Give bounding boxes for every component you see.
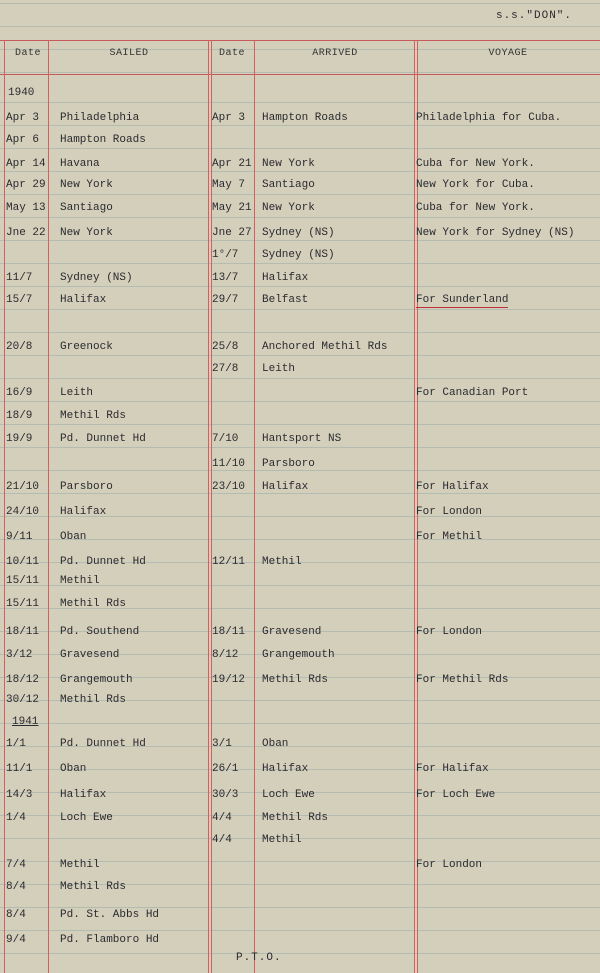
header-date-sailed: Date [14, 48, 41, 59]
margin-rule [4, 40, 5, 973]
arrived-place: Grangemouth [262, 649, 335, 661]
sailed-place: Methil Rds [60, 410, 127, 422]
voyage: New York for Cuba. [416, 179, 535, 191]
sailed-date: 11/1 [6, 763, 33, 775]
arrived-place: Hampton Roads [262, 112, 348, 124]
voyage: Philadelphia for Cuba. [416, 112, 562, 124]
sailed-date: 15/7 [6, 294, 33, 306]
header-sailed: SAILED [109, 48, 149, 59]
arrived-date: Jne 27 [212, 227, 252, 239]
sailed-place: Sydney (NS) [60, 272, 133, 284]
sailed-date: May 13 [6, 202, 46, 214]
sailed-date: Apr 3 [6, 112, 40, 124]
voyage: For London [416, 626, 483, 638]
arrived-date: 13/7 [212, 272, 239, 284]
sailed-date: 24/10 [6, 506, 40, 518]
sailed-date: Apr 14 [6, 158, 46, 170]
arrived-date: May 7 [212, 179, 246, 191]
arrived-place: Loch Ewe [262, 789, 315, 801]
arrived-place: Leith [262, 363, 296, 375]
sailed-place: Pd. Dunnet Hd [60, 433, 146, 445]
arrived-place: Sydney (NS) [262, 227, 335, 239]
arrived-place: Halifax [262, 481, 309, 493]
arrived-place: Gravesend [262, 626, 322, 638]
sailed-place: Oban [60, 531, 87, 543]
sailed-date: 8/4 [6, 881, 26, 893]
arrived-date: 8/12 [212, 649, 239, 661]
sailed-date: 19/9 [6, 433, 33, 445]
sailed-place: New York [60, 179, 113, 191]
arrived-date: 11/10 [212, 458, 246, 470]
sailed-place: Methil [60, 575, 100, 587]
arrived-place: Parsboro [262, 458, 315, 470]
sailed-date: 18/12 [6, 674, 40, 686]
sailed-date: 1/1 [6, 738, 26, 750]
page-turn-note: P.T.O. [236, 952, 282, 964]
sailed-date: 14/3 [6, 789, 33, 801]
sailed-place: Pd. Dunnet Hd [60, 738, 146, 750]
sailed-date: 3/12 [6, 649, 33, 661]
voyage: For Loch Ewe [416, 789, 496, 801]
arrived-place: Belfast [262, 294, 309, 306]
arrived-date: 19/12 [212, 674, 246, 686]
sailed-place: Methil Rds [60, 694, 127, 706]
voyage: For London [416, 506, 483, 518]
arrived-place: New York [262, 158, 315, 170]
voyage: For Methil Rds [416, 674, 509, 686]
sailed-date: 18/9 [6, 410, 33, 422]
sailed-date: 9/4 [6, 934, 26, 946]
header-arrived: ARRIVED [312, 48, 358, 59]
voyage: For London [416, 859, 483, 871]
sailed-date: 10/11 [6, 556, 40, 568]
header-bottom-rule [0, 74, 600, 75]
sailed-date: 9/11 [6, 531, 33, 543]
arrived-place: New York [262, 202, 315, 214]
sailed-date: 1/4 [6, 812, 26, 824]
sailed-place: Pd. Flamboro Hd [60, 934, 160, 946]
sailed-date: 18/11 [6, 626, 40, 638]
arrived-date: 4/4 [212, 834, 232, 846]
sailed-place: Methil Rds [60, 598, 127, 610]
sailed-place: Leith [60, 387, 94, 399]
arrived-date: 1°/7 [212, 249, 239, 261]
arrived-date: Apr 21 [212, 158, 252, 170]
arrived-date: May 21 [212, 202, 252, 214]
sailed-date: 21/10 [6, 481, 40, 493]
sailed-date: 16/9 [6, 387, 33, 399]
arrived-date: 12/11 [212, 556, 246, 568]
arrived-place: Halifax [262, 272, 309, 284]
header-top-rule [0, 40, 600, 41]
sailed-place: Philadelphia [60, 112, 140, 124]
sailed-date: 7/4 [6, 859, 26, 871]
sailed-place: Havana [60, 158, 100, 170]
sailed-place: Loch Ewe [60, 812, 113, 824]
arrived-date: 4/4 [212, 812, 232, 824]
arrived-place: Oban [262, 738, 289, 750]
voyage: Cuba for New York. [416, 158, 535, 170]
sailed-place: Santiago [60, 202, 113, 214]
voyage: For Sunderland [416, 294, 509, 306]
sailed-place: Grangemouth [60, 674, 133, 686]
voyage: For Halifax [416, 763, 489, 775]
sailed-place: Pd. St. Abbs Hd [60, 909, 160, 921]
voyage: For Methil [416, 531, 483, 543]
sailed-place: New York [60, 227, 113, 239]
arrived-date: 30/3 [212, 789, 239, 801]
sailed-date: Apr 6 [6, 134, 40, 146]
sailed-place: Oban [60, 763, 87, 775]
sailed-place: Methil [60, 859, 100, 871]
arrived-place: Methil Rds [262, 812, 329, 824]
sailed-date: 15/11 [6, 598, 40, 610]
sailed-place: Parsboro [60, 481, 113, 493]
arrived-date: 18/11 [212, 626, 246, 638]
ship-name: s.s."DON". [495, 10, 572, 22]
arrived-place: Santiago [262, 179, 315, 191]
sailed-place: Greenock [60, 341, 113, 353]
sailed-date: 30/12 [6, 694, 40, 706]
voyage: For Halifax [416, 481, 489, 493]
sailed-date: Apr 29 [6, 179, 46, 191]
arrived-date: 3/1 [212, 738, 232, 750]
year-1941: 1941 [12, 716, 39, 728]
arrived-date: Apr 3 [212, 112, 246, 124]
arrived-date: 25/8 [212, 341, 239, 353]
sailed-date: 15/11 [6, 575, 40, 587]
sailed-date: 11/7 [6, 272, 33, 284]
column-rule-1 [48, 40, 49, 973]
sailed-place: Halifax [60, 506, 107, 518]
sailed-place: Pd. Dunnet Hd [60, 556, 146, 568]
arrived-place: Methil Rds [262, 674, 329, 686]
sailed-place: Halifax [60, 789, 107, 801]
voyage: Cuba for New York. [416, 202, 535, 214]
header-voyage: VOYAGE [488, 48, 528, 59]
column-rule-3 [254, 40, 255, 973]
arrived-place: Hantsport NS [262, 433, 342, 445]
sailed-date: Jne 22 [6, 227, 46, 239]
arrived-place: Halifax [262, 763, 309, 775]
arrived-date: 29/7 [212, 294, 239, 306]
arrived-place: Methil [262, 834, 302, 846]
arrived-place: Methil [262, 556, 302, 568]
arrived-place: Anchored Methil Rds [262, 341, 388, 353]
sailed-date: 20/8 [6, 341, 33, 353]
column-rule-2 [208, 40, 209, 973]
arrived-place: Sydney (NS) [262, 249, 335, 261]
arrived-date: 26/1 [212, 763, 239, 775]
arrived-date: 23/10 [212, 481, 246, 493]
sailed-place: Pd. Southend [60, 626, 140, 638]
sailed-place: Hampton Roads [60, 134, 146, 146]
arrived-date: 7/10 [212, 433, 239, 445]
arrived-date: 27/8 [212, 363, 239, 375]
sailed-date: 8/4 [6, 909, 26, 921]
header-date-arrived: Date [218, 48, 245, 59]
sailed-place: Halifax [60, 294, 107, 306]
sailed-place: Methil Rds [60, 881, 127, 893]
year-1940: 1940 [8, 87, 35, 99]
sailed-place: Gravesend [60, 649, 120, 661]
voyage: New York for Sydney (NS) [416, 227, 575, 239]
column-rule-4 [414, 40, 415, 973]
voyage: For Canadian Port [416, 387, 529, 399]
